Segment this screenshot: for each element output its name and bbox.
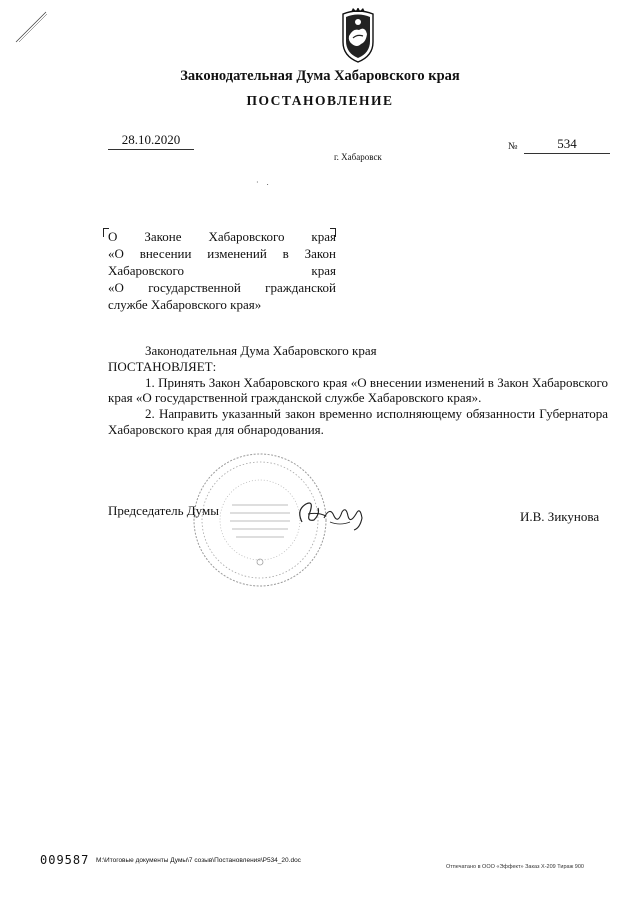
subject-line: Хабаровского края <box>108 263 336 278</box>
resolution-item: 2. Направить указанный закон временно исполняющему обязанности Губернатора Хабаровского края для обнародования. <box>108 406 608 437</box>
resolution-item: 1. Принять Закон Хабаровского края «О внесении изменений в Закон Хабаровского края «О государственной гражданской службе Хабаровского края». <box>108 374 608 406</box>
footer-file-path: M:\Итоговые документы Думы\7 созыв\Постановления\P534_20.doc <box>96 857 301 864</box>
document-date: 28.10.2020 <box>108 132 194 150</box>
khabarovsk-coat-of-arms-icon <box>333 8 383 64</box>
org-title: Законодательная Дума Хабаровского края <box>180 68 460 84</box>
subject-line: «О внесении изменений в Закон <box>108 246 336 261</box>
footer-print-info: Отпечатано в ООО «Эффект» Заказ X-209 Тираж 900 <box>446 864 584 870</box>
scan-dots: · . <box>256 178 272 187</box>
subject-line: О Законе Хабаровского края <box>108 229 336 244</box>
document-city: г. Хабаровск <box>334 152 382 162</box>
signatory-name: И.В. Зикунова <box>520 509 600 524</box>
resolution-intro: Законодательная Дума Хабаровского края <box>145 343 377 358</box>
subject-line: службе Хабаровского края» <box>108 297 262 312</box>
document-number: 534 <box>524 136 610 154</box>
subject-block <box>108 228 336 313</box>
resolution-verb: ПОСТАНОВЛЯЕТ: <box>108 358 217 374</box>
subject-line: «О государственной гражданской <box>108 280 336 295</box>
signatory-role: Председатель Думы <box>108 503 219 518</box>
footer-document-number: 009587 <box>40 853 90 867</box>
corner-slash-mark <box>14 10 48 44</box>
document-type-heading: ПОСТАНОВЛЕНИЕ <box>246 93 394 108</box>
number-sign: № <box>508 141 518 152</box>
handwritten-signature-icon <box>290 492 370 534</box>
resolution-body <box>108 343 608 438</box>
